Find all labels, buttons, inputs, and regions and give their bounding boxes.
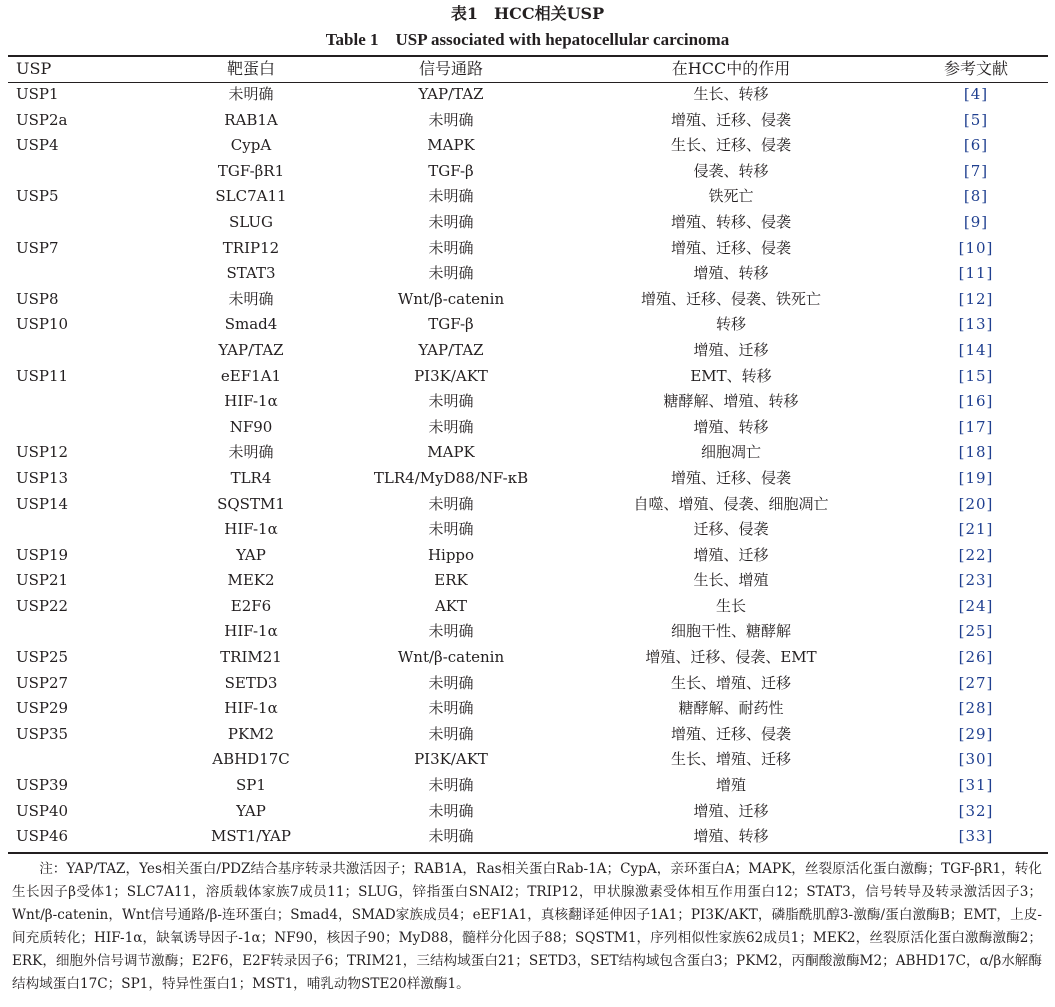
reference-link[interactable]: [26] [958,648,994,667]
cell-reference [896,440,1055,466]
cell-signaling-pathway: Wnt/β-catenin [397,289,505,308]
cell-target-protein: Smad4 [224,315,278,334]
table-footnote: 注：YAP/TAZ，Yes相关蛋白/PDZ结合基序转录共激活因子；RAB1A，Ras相关蛋白Rab-1A；CypA，亲环蛋白A；MAPK，丝裂原活化蛋白激酶；TGF-βR1，转化生长因子β受体1；SLC7A11，溶质载体家族7成员11；SLUG，锌指蛋白SNAI2；TRIP12，甲状腺激素受体相互作用蛋白12；STAT3，信号转导及转录激活因子3；Wnt/β-catenin，Wnt信号通路/β-连环蛋白；Smad4，SMAD家族成员4；eEF1A1，真核翻译延伸因子1A1；PI3K/AKT，磷脂酰肌醇3-激酶/蛋白激酶B；EMT，上皮-间充质转化；HIF-1α，缺氧诱导因子-1α；NF90，核因子90；MyD88，髓样分化因子88；SQSTM1，序列相似性家族62成员1；MEK2，丝裂原活化蛋白激酶激酶2；ERK，细胞外信号调节激酶；E2F6，E2F转录因子6；TRIM21，三结构域蛋白21；SETD3，SET结构域包含蛋白3；PKM2，丙酮酸激酶M2；ABHD17C，α/β水解酶结构域蛋白17C；SP1，特异性蛋白1；MST1，哺乳动物STE20样激酶1。 [12,861,1042,992]
cell-reference [896,364,1055,390]
reference-link[interactable]: [8] [963,187,989,206]
cell-target-protein: YAP [236,801,266,820]
table-row [8,824,1055,850]
cell-signaling-pathway: 未明确 [428,622,474,641]
cell-usp: USP29 [16,699,69,718]
cell-role-in-hcc: 细胞凋亡 [700,443,761,462]
cell-target-protein: HIF-1α [224,699,278,718]
cell-target-protein: TLR4 [230,468,272,487]
reference-link[interactable]: [21] [958,520,994,539]
cell-target-protein: PKM2 [227,724,275,743]
usp-table [8,56,1055,850]
table-row [8,338,1055,364]
reference-link[interactable]: [17] [958,417,994,436]
cell-reference [896,82,1055,108]
cell-signaling-pathway: 未明确 [428,699,474,718]
cell-usp [8,338,166,364]
cell-usp: USP11 [16,366,69,385]
table-row [8,645,1055,671]
cell-reference [896,773,1055,799]
table-row [8,261,1055,287]
cell-reference [896,338,1055,364]
table-row [8,389,1055,415]
reference-link[interactable]: [27] [958,673,994,692]
cell-signaling-pathway: 未明确 [428,801,474,820]
table-row [8,773,1055,799]
cell-signaling-pathway: MAPK [427,136,475,155]
cell-signaling-pathway: 未明确 [428,187,474,206]
table-row [8,184,1055,210]
reference-link[interactable]: [5] [963,110,989,129]
cell-signaling-pathway: MAPK [427,443,475,462]
reference-link[interactable]: [11] [958,264,994,283]
cell-target-protein: ABHD17C [212,750,290,769]
cell-usp: USP13 [16,468,69,487]
cell-role-in-hcc: 增殖、转移 [693,264,769,283]
cell-reference [896,824,1055,850]
cell-usp: USP2a [16,110,68,129]
cell-usp: USP5 [16,187,59,206]
cell-usp: USP7 [16,238,59,257]
cell-signaling-pathway: ERK [434,571,468,590]
cell-role-in-hcc: 糖酵解、增殖、转移 [663,392,799,411]
cell-reference [896,568,1055,594]
cell-reference [896,517,1055,543]
reference-link[interactable]: [18] [958,443,994,462]
cell-target-protein: SETD3 [224,673,278,692]
cell-signaling-pathway: 未明确 [428,264,474,283]
cell-signaling-pathway: PI3K/AKT [414,366,488,385]
reference-link[interactable]: [13] [958,315,994,334]
cell-reference [896,492,1055,518]
table-row [8,133,1055,159]
cell-usp [8,210,166,236]
cell-reference [896,312,1055,338]
table-row [8,696,1055,722]
reference-link[interactable]: [10] [958,238,994,257]
cell-target-protein: MST1/YAP [211,827,291,846]
table-body [8,82,1055,850]
table-row [8,466,1055,492]
cell-reference [896,236,1055,262]
cell-reference [896,619,1055,645]
cell-role-in-hcc: 增殖、迁移、侵袭 [670,110,791,129]
cell-signaling-pathway: AKT [434,596,468,615]
cell-signaling-pathway: 未明确 [428,212,474,231]
cell-signaling-pathway: 未明确 [428,520,474,539]
cell-usp: USP39 [16,776,69,795]
cell-role-in-hcc: 增殖、迁移、侵袭、铁死亡 [640,289,821,308]
table-row [8,159,1055,185]
cell-target-protein: YAP/TAZ [218,340,284,359]
cell-target-protein: SLUG [228,212,274,231]
cell-usp: USP8 [16,289,59,308]
reference-link[interactable]: [12] [958,289,994,308]
cell-target-protein: HIF-1α [224,520,278,539]
cell-role-in-hcc: 增殖、迁移、侵袭、EMT [645,648,817,667]
cell-reference [896,645,1055,671]
reference-link[interactable]: [9] [963,212,989,231]
cell-reference [896,594,1055,620]
cell-role-in-hcc: 增殖、迁移、侵袭 [670,724,791,743]
cell-reference [896,799,1055,825]
cell-usp: USP27 [16,673,69,692]
table-row [8,82,1055,108]
cell-usp: USP10 [16,315,69,334]
cell-role-in-hcc: 增殖、迁移 [693,801,769,820]
reference-link[interactable]: [6] [963,136,989,155]
cell-usp: USP40 [16,801,69,820]
reference-link[interactable]: [30] [958,750,994,769]
cell-signaling-pathway: PI3K/AKT [414,750,488,769]
table-header-row [8,56,1055,82]
cell-role-in-hcc: 生长、迁移、侵袭 [670,136,791,155]
reference-link[interactable]: [23] [958,571,994,590]
reference-link[interactable]: [31] [958,776,994,795]
cell-role-in-hcc: 迁移、侵袭 [693,520,769,539]
cell-target-protein: CypA [230,136,272,155]
cell-usp: USP22 [16,596,69,615]
cell-usp: USP4 [16,136,59,155]
header-role-in-hcc: 在HCC中的作用 [671,59,791,78]
cell-reference [896,184,1055,210]
reference-link[interactable]: [28] [958,699,994,718]
cell-signaling-pathway: TGF-β [428,161,474,180]
cell-target-protein: SP1 [236,776,266,795]
cell-target-protein: eEF1A1 [220,366,282,385]
cell-role-in-hcc: 增殖、迁移、侵袭 [670,238,791,257]
cell-reference [896,696,1055,722]
table-caption-cn: 表1 HCC相关USP [450,4,605,23]
header-references: 参考文献 [943,59,1008,78]
cell-role-in-hcc: 生长、转移 [693,85,769,103]
cell-usp [8,261,166,287]
table-row [8,287,1055,313]
cell-role-in-hcc: 生长、增殖、迁移 [670,750,791,769]
cell-target-protein: 未明确 [228,85,274,103]
reference-link[interactable]: [4] [963,85,989,103]
cell-role-in-hcc: 增殖、迁移、侵袭 [670,468,791,487]
cell-usp [8,517,166,543]
cell-reference [896,389,1055,415]
cell-target-protein: SQSTM1 [217,494,285,513]
cell-role-in-hcc: 细胞干性、糖酵解 [670,622,791,641]
cell-role-in-hcc: 增殖、迁移 [693,545,769,564]
cell-target-protein: MEK2 [227,571,275,590]
cell-usp: USP14 [16,494,69,513]
reference-link[interactable]: [14] [958,340,994,359]
cell-signaling-pathway: TLR4/MyD88/NF-κB [373,468,529,487]
cell-target-protein: TRIM21 [220,648,282,667]
table-row [8,619,1055,645]
reference-link[interactable]: [22] [958,545,994,564]
table-caption-en: Table 1 USP associated with hepatocellular carcinoma [325,30,730,49]
table-row [8,671,1055,697]
header-signaling-pathway: 信号通路 [418,59,483,78]
reference-link[interactable]: [19] [958,468,994,487]
header-usp: USP [16,59,52,78]
reference-link[interactable]: [32] [958,801,994,820]
cell-target-protein: HIF-1α [224,392,278,411]
cell-signaling-pathway: YAP/TAZ [418,340,484,359]
cell-reference [896,466,1055,492]
cell-reference [896,722,1055,748]
cell-role-in-hcc: 增殖、转移 [693,417,769,436]
cell-target-protein: TGF-βR1 [217,161,285,180]
cell-role-in-hcc: 增殖 [715,776,746,795]
cell-signaling-pathway: Hippo [427,545,475,564]
table-row [8,722,1055,748]
reference-link[interactable]: [20] [958,494,994,513]
cell-role-in-hcc: 增殖、迁移 [693,340,769,359]
cell-target-protein: YAP [236,545,266,564]
reference-link[interactable]: [33] [958,827,994,846]
cell-signaling-pathway: Wnt/β-catenin [397,648,505,667]
header-target-protein: 靶蛋白 [226,59,275,78]
cell-role-in-hcc: EMT、转移 [690,366,772,385]
table-row [8,517,1055,543]
cell-signaling-pathway: TGF-β [428,315,474,334]
cell-usp: USP19 [16,545,69,564]
cell-reference [896,287,1055,313]
cell-usp [8,747,166,773]
cell-role-in-hcc: 生长 [715,596,746,615]
cell-usp: USP35 [16,724,69,743]
cell-target-protein: HIF-1α [224,622,278,641]
table-row [8,210,1055,236]
cell-signaling-pathway: YAP/TAZ [418,85,484,103]
cell-reference [896,543,1055,569]
cell-role-in-hcc: 自噬、增殖、侵袭、细胞凋亡 [633,494,829,513]
table-row [8,492,1055,518]
cell-target-protein: E2F6 [230,596,272,615]
cell-role-in-hcc: 增殖、转移、侵袭 [670,212,791,231]
cell-target-protein: 未明确 [228,289,274,308]
cell-target-protein: TRIP12 [222,238,280,257]
table-row [8,594,1055,620]
cell-signaling-pathway: 未明确 [428,776,474,795]
cell-reference [896,210,1055,236]
cell-target-protein: STAT3 [226,264,276,283]
cell-reference [896,108,1055,134]
reference-link[interactable]: [16] [958,392,994,411]
cell-signaling-pathway: 未明确 [428,673,474,692]
table-row [8,415,1055,441]
table-bottom-rule [8,852,1048,854]
cell-role-in-hcc: 生长、增殖、迁移 [670,673,791,692]
cell-signaling-pathway: 未明确 [428,494,474,513]
cell-role-in-hcc: 铁死亡 [708,187,754,206]
cell-usp: USP21 [16,571,69,590]
cell-reference [896,415,1055,441]
cell-role-in-hcc: 侵袭、转移 [693,161,769,180]
cell-usp: USP12 [16,443,69,462]
cell-role-in-hcc: 增殖、转移 [693,827,769,846]
table-row [8,440,1055,466]
table-row [8,364,1055,390]
cell-signaling-pathway: 未明确 [428,110,474,129]
cell-signaling-pathway: 未明确 [428,724,474,743]
cell-role-in-hcc: 转移 [715,315,746,334]
cell-signaling-pathway: 未明确 [428,417,474,436]
cell-reference [896,747,1055,773]
cell-target-protein: NF90 [229,417,273,436]
cell-usp [8,159,166,185]
cell-target-protein: RAB1A [224,110,278,129]
cell-usp: USP46 [16,827,69,846]
table-row [8,108,1055,134]
cell-usp: USP25 [16,648,69,667]
cell-role-in-hcc: 生长、增殖 [693,571,769,590]
cell-target-protein: 未明确 [228,443,274,462]
reference-link[interactable]: [7] [963,161,989,180]
cell-reference [896,671,1055,697]
cell-target-protein: SLC7A11 [215,187,287,206]
table-row [8,236,1055,262]
cell-signaling-pathway: 未明确 [428,827,474,846]
cell-usp [8,389,166,415]
reference-link[interactable]: [25] [958,622,994,641]
table-row [8,543,1055,569]
table-row [8,568,1055,594]
cell-signaling-pathway: 未明确 [428,238,474,257]
cell-signaling-pathway: 未明确 [428,392,474,411]
cell-reference [896,261,1055,287]
reference-link[interactable]: [24] [958,596,994,615]
cell-role-in-hcc: 糖酵解、耐药性 [678,699,784,718]
cell-usp: USP1 [16,85,59,103]
reference-link[interactable]: [15] [958,366,994,385]
table-row [8,799,1055,825]
table-row [8,747,1055,773]
cell-reference [896,159,1055,185]
table-row [8,312,1055,338]
cell-usp [8,619,166,645]
cell-usp [8,415,166,441]
reference-link[interactable]: [29] [958,724,994,743]
cell-reference [896,133,1055,159]
